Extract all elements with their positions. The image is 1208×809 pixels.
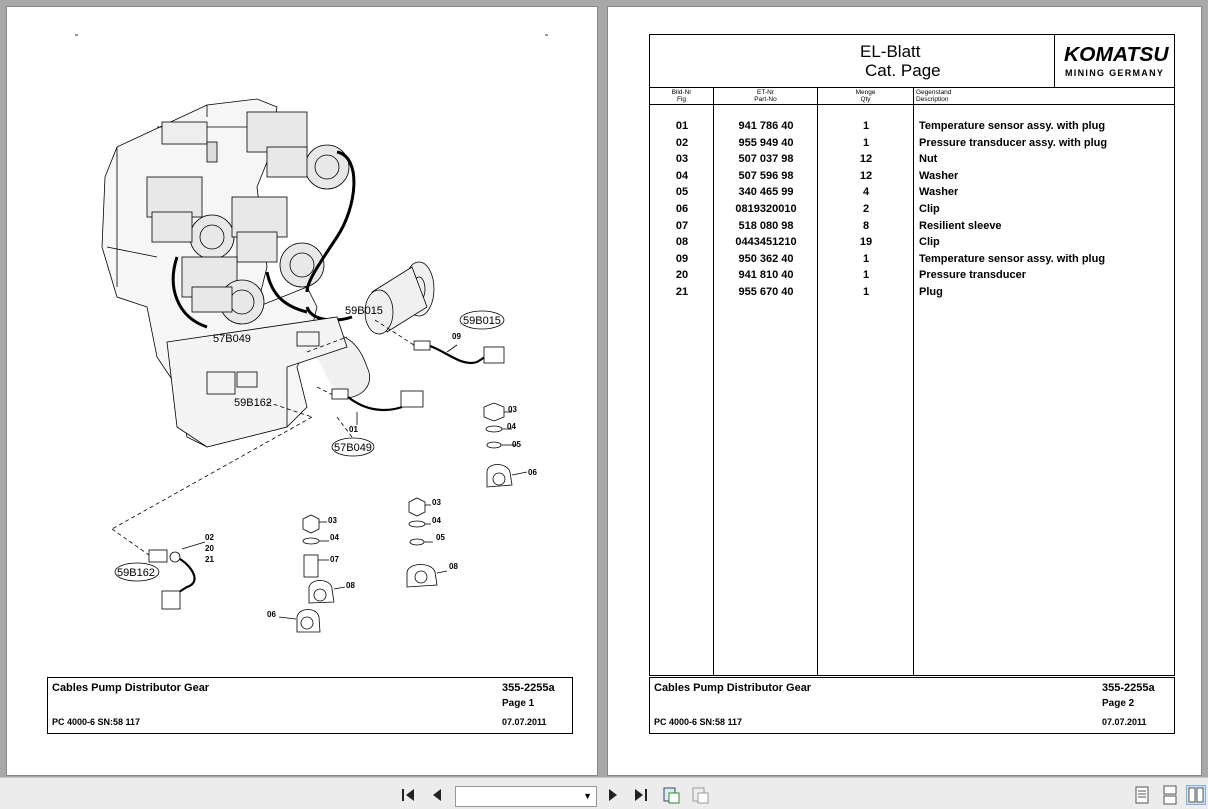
viewer-toolbar xyxy=(0,777,1208,809)
cell-fig: 05 xyxy=(675,186,689,199)
item-number: 04 xyxy=(507,422,516,431)
footer-title: Cables Pump Distributor Gear xyxy=(52,682,210,694)
cell-qty: 12 xyxy=(859,169,873,182)
cell-fig: 09 xyxy=(675,252,689,265)
cell-part: 955 670 40 xyxy=(738,286,794,298)
item-number: 03 xyxy=(328,516,337,525)
item-number: 08 xyxy=(449,562,458,571)
item-number: 01 xyxy=(349,425,358,434)
item-number: 20 xyxy=(205,544,214,553)
col-description: Gegenstand Description xyxy=(916,89,952,103)
two-page-view-icon xyxy=(1187,786,1205,804)
cell-desc: Clip xyxy=(919,236,940,249)
page-2-parts-list xyxy=(607,6,1202,776)
hardware-group-c xyxy=(407,498,447,587)
item-number: 05 xyxy=(436,533,445,542)
col-part-no: ET-Nr Part-No xyxy=(754,89,777,103)
col-qty: Menge Qty xyxy=(855,89,876,103)
item-number: 21 xyxy=(205,555,214,564)
parts-table xyxy=(649,88,1175,676)
table-row xyxy=(650,137,1174,153)
footer-title: Cables Pump Distributor Gear xyxy=(654,682,812,694)
item-number: 05 xyxy=(512,440,521,449)
fit-width-button[interactable] xyxy=(690,785,710,805)
two-page-view-button[interactable] xyxy=(1186,785,1206,805)
footer-model: PC 4000-6 SN:58 117 xyxy=(52,717,141,727)
fit-width-icon xyxy=(690,785,710,805)
cell-qty: 1 xyxy=(862,286,870,298)
cell-part: 950 362 40 xyxy=(738,252,794,265)
callout-57B049-left: 57B049 xyxy=(213,333,251,345)
footer-page-number: Page 1 xyxy=(502,698,535,709)
cell-part: 0443451210 xyxy=(735,236,797,249)
last-page-icon xyxy=(630,785,650,805)
item-number: 04 xyxy=(330,533,339,542)
cell-desc: Temperature sensor assy. with plug xyxy=(919,252,1106,265)
brand-name: KOMATSU xyxy=(1064,44,1169,66)
header-title-de: EL-Blatt xyxy=(860,42,921,61)
komatsu-logo xyxy=(1054,35,1174,87)
callout-59B162-mid: 59B162 xyxy=(234,397,272,409)
header-title-en: Cat. Page xyxy=(865,61,941,80)
cat-page-header xyxy=(649,34,1175,88)
cell-fig: 03 xyxy=(675,153,689,166)
callout-59B015-right: 59B015 xyxy=(463,315,501,327)
single-page-view-icon xyxy=(1132,785,1152,805)
cell-qty: 1 xyxy=(862,136,870,149)
item-number: 09 xyxy=(452,332,461,341)
table-row xyxy=(650,203,1174,219)
table-row xyxy=(650,236,1174,252)
table-row xyxy=(650,120,1174,136)
cell-part: 941 786 40 xyxy=(738,120,794,132)
cell-part: 941 810 40 xyxy=(738,269,794,282)
next-page-button[interactable] xyxy=(603,785,623,805)
footer-date: 07.07.2011 xyxy=(1102,717,1147,727)
callout-59B162-left: 59B162 xyxy=(117,567,155,579)
cell-desc: Washer xyxy=(919,186,959,199)
continuous-view-button[interactable] xyxy=(1160,785,1180,805)
chevron-down-icon: ▼ xyxy=(583,791,592,801)
pump-group-top xyxy=(247,112,349,189)
cell-fig: 21 xyxy=(675,286,689,298)
cell-qty: 1 xyxy=(862,269,870,282)
cell-fig: 20 xyxy=(675,269,689,282)
item-number: 04 xyxy=(432,516,441,525)
prev-page-button[interactable] xyxy=(427,785,447,805)
cell-part: 0819320010 xyxy=(735,203,797,215)
table-row xyxy=(650,153,1174,169)
cell-desc: Washer xyxy=(919,169,959,182)
item-number: 02 xyxy=(205,533,214,542)
item-number: 03 xyxy=(508,405,517,414)
page-2-footer xyxy=(649,677,1175,734)
page-1-footer xyxy=(47,677,573,734)
cell-part: 340 465 99 xyxy=(738,186,794,199)
cell-part: 955 949 40 xyxy=(738,136,794,149)
brand-subtitle: MINING GERMANY xyxy=(1065,68,1165,78)
table-row xyxy=(650,170,1174,186)
first-page-icon xyxy=(399,785,419,805)
table-header xyxy=(650,88,1174,105)
footer-doc-number: 355-2255a xyxy=(502,682,555,694)
cell-part: 518 080 98 xyxy=(738,219,794,232)
cell-fig: 01 xyxy=(675,120,689,132)
single-page-view-button[interactable] xyxy=(1132,785,1152,805)
page-select[interactable] xyxy=(455,786,597,807)
cell-qty: 12 xyxy=(859,153,873,166)
temperature-sensor-09 xyxy=(414,341,504,363)
item-number: 06 xyxy=(267,610,276,619)
first-page-button[interactable] xyxy=(399,785,419,805)
cell-qty: 4 xyxy=(862,186,870,199)
table-row xyxy=(650,269,1174,285)
cell-qty: 1 xyxy=(862,252,870,265)
table-row xyxy=(650,253,1174,269)
table-row xyxy=(650,186,1174,202)
footer-page-number: Page 2 xyxy=(1102,698,1135,709)
temperature-sensor-01 xyxy=(332,389,423,425)
cell-fig: 06 xyxy=(675,203,689,215)
item-number: 06 xyxy=(528,468,537,477)
col-fig: Bild-Nr Fig xyxy=(671,89,692,103)
fit-page-icon xyxy=(661,785,681,805)
fit-page-button[interactable] xyxy=(661,785,681,805)
page-1-drawing xyxy=(6,6,598,776)
last-page-button[interactable] xyxy=(630,785,650,805)
cell-part: 507 596 98 xyxy=(738,169,794,182)
item-number: 07 xyxy=(330,555,339,564)
parts-drawing xyxy=(7,7,599,777)
cell-qty: 1 xyxy=(862,120,870,132)
item-number: 08 xyxy=(346,581,355,590)
table-row xyxy=(650,220,1174,236)
footer-model: PC 4000-6 SN:58 117 xyxy=(654,717,743,727)
cell-desc: Pressure transducer xyxy=(919,269,1026,282)
footer-date: 07.07.2011 xyxy=(502,717,547,727)
cell-qty: 19 xyxy=(859,236,873,249)
callout-59B015-top: 59B015 xyxy=(345,305,383,317)
cell-desc: Pressure transducer assy. with plug xyxy=(919,136,1108,149)
cell-fig: 04 xyxy=(675,169,689,182)
cell-desc: Clip xyxy=(919,203,940,215)
callout-57B049-bottom: 57B049 xyxy=(334,442,372,454)
cell-fig: 07 xyxy=(675,219,689,232)
cell-desc: Plug xyxy=(919,286,943,298)
cell-part: 507 037 98 xyxy=(738,153,794,166)
cell-qty: 8 xyxy=(862,219,870,232)
table-row xyxy=(650,286,1174,302)
cell-desc: Resilient sleeve xyxy=(919,219,1002,232)
cell-fig: 08 xyxy=(675,236,689,249)
cell-desc: Nut xyxy=(919,153,938,166)
item-number: 03 xyxy=(432,498,441,507)
footer-doc-number: 355-2255a xyxy=(1102,682,1155,694)
prev-page-icon xyxy=(427,785,447,805)
cell-qty: 2 xyxy=(862,203,870,215)
cell-desc: Temperature sensor assy. with plug xyxy=(919,120,1106,132)
cell-fig: 02 xyxy=(675,136,689,149)
next-page-icon xyxy=(603,785,623,805)
continuous-view-icon xyxy=(1160,785,1180,805)
